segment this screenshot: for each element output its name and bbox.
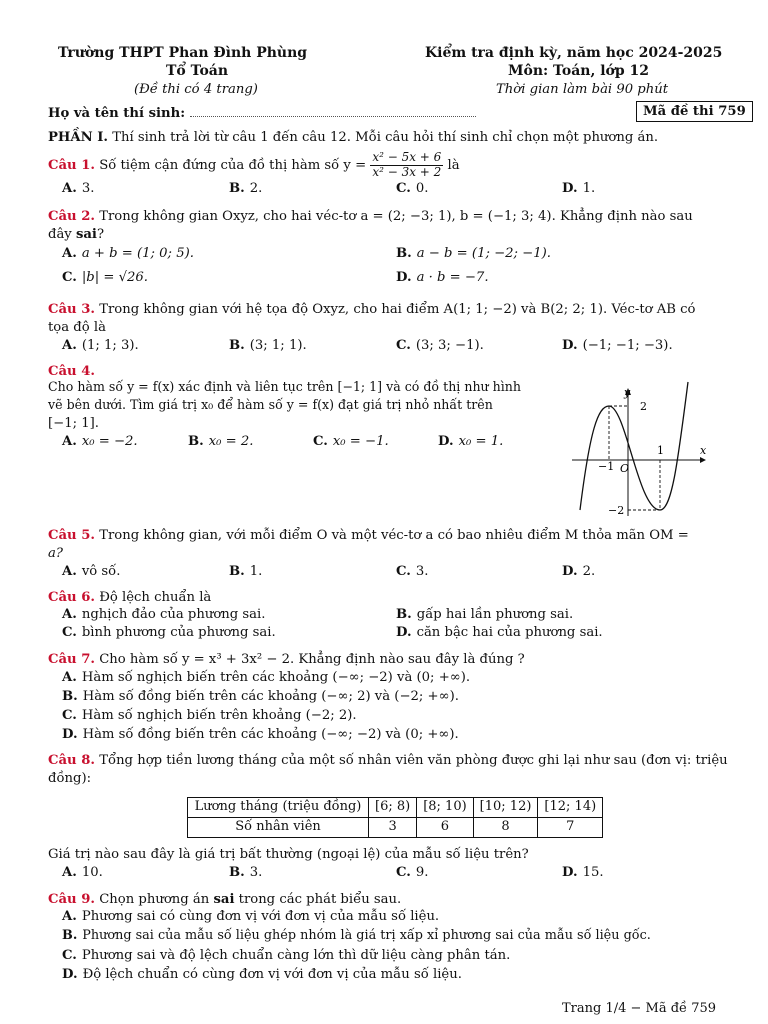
q9-label: Câu 9. (48, 892, 95, 907)
q9-option-d[interactable]: D. Độ lệch chuẩn có cùng đơn vị với đơn vị của mẫu số liệu. (62, 967, 462, 982)
student-name-label (48, 104, 476, 122)
q9-option-a[interactable]: A. Phương sai có cùng đơn vị với đơn vị của mẫu số liệu. (62, 909, 440, 924)
q7-option-b[interactable]: B. Hàm số đồng biến trên các khoảng (−∞; 2) và (−2; +∞). (62, 689, 459, 704)
q7-option-c[interactable]: C. Hàm số nghịch biến trên khoảng (−2; 2). (62, 708, 357, 723)
q6-option-c[interactable]: C. bình phương của phương sai. (62, 625, 276, 640)
tick-label-neg2: −2 (608, 504, 625, 517)
q4-label: Câu 4. (48, 364, 95, 379)
q5-option-c[interactable]: C. 3. (396, 564, 429, 579)
q5-label: Câu 5. (48, 528, 95, 543)
q4-stem-line2: vẽ bên dưới. Tìm giá trị x₀ để hàm số y = f(x) đạt giá trị nhỏ nhất trên (48, 397, 493, 412)
school-name: Trường THPT Phan Đình Phùng (58, 45, 308, 61)
q1-text-after: là (447, 157, 460, 173)
q2-option-c[interactable]: C. |b| = √26. (62, 270, 148, 285)
pages-note: (Đề thi có 4 trang) (134, 82, 258, 97)
part1-text: Thí sinh trả lời từ câu 1 đến câu 12. Mỗi câu hỏi thí sinh chỉ chọn một phương án. (112, 130, 659, 145)
q8-question: Giá trị nào sau đây là giá trị bất thường (ngoại lệ) của mẫu số liệu trên? (48, 847, 529, 862)
q7-stem (48, 651, 525, 668)
q4-option-c[interactable]: C. x₀ = −1. (313, 434, 389, 449)
q2-label: Câu 2. (48, 209, 95, 224)
y-axis-label: y (624, 386, 631, 399)
tick-label-1: 1 (657, 444, 664, 457)
table-cell: 6 (417, 817, 473, 837)
q8-stem-line1 (48, 752, 728, 769)
q5-option-a[interactable]: A. vô số. (62, 564, 121, 579)
origin-label: O (620, 462, 630, 475)
function-curve (580, 382, 688, 510)
q3-stem-line2: tọa độ là (48, 320, 106, 335)
q6-text: Độ lệch chuẩn là (99, 590, 212, 605)
table-cell: [10; 12) (473, 798, 538, 818)
q1-option-a[interactable]: A. 3. (62, 181, 95, 196)
part1-heading: PHẦN I. (48, 130, 109, 145)
q2-line2-prefix: đây (48, 227, 76, 242)
q1-stem (48, 151, 460, 180)
q1-denominator: x² − 3x + 2 (372, 164, 442, 179)
q2-option-b[interactable]: B. a − b = (1; −2; −1). (396, 246, 551, 261)
q4-function-graph (566, 380, 716, 520)
q8-option-a[interactable]: A. 10. (62, 865, 103, 880)
table-cell: Lương tháng (triệu đồng) (188, 798, 369, 818)
q1-text-before: Số tiệm cận đứng của đồ thị hàm số y = (99, 157, 367, 173)
q3-text: Trong không gian với hệ tọa độ Oxyz, cho hai điểm A(1; 1; −2) và B(2; 2; 1). Véc-tơ AB có (99, 302, 696, 317)
q9-keyword-sai: sai (213, 892, 235, 907)
q2-stem-line1 (48, 208, 693, 225)
department-name: Tổ Toán (166, 63, 229, 79)
q1-option-d[interactable]: D. 1. (562, 181, 596, 196)
table-cell: 8 (473, 817, 538, 837)
q8-option-d[interactable]: D. 15. (562, 865, 604, 880)
q9-option-b[interactable]: B. Phương sai của mẫu số liệu ghép nhóm là giá trị xấp xỉ phương sai của mẫu số liệu gốc. (62, 928, 651, 943)
q7-option-d[interactable]: D. Hàm số đồng biến trên các khoảng (−∞; −2) và (0; +∞). (62, 727, 459, 742)
exam-title: Kiểm tra định kỳ, năm học 2024-2025 (425, 45, 723, 61)
tick-label-2: 2 (640, 400, 647, 413)
student-name-blank (190, 104, 476, 117)
table-row (188, 817, 603, 837)
q2-option-a[interactable]: A. a + b = (1; 0; 5). (62, 246, 194, 261)
q9-option-c[interactable]: C. Phương sai và độ lệch chuẩn càng lớn thì dữ liệu càng phân tán. (62, 948, 511, 963)
table-cell: [12; 14) (538, 798, 603, 818)
salary-table (187, 797, 603, 838)
q4-option-d[interactable]: D. x₀ = 1. (438, 434, 504, 449)
table-cell: 7 (538, 817, 603, 837)
q8-stem-line2: đồng): (48, 771, 92, 786)
tick-label-neg1: −1 (598, 460, 615, 473)
q6-option-b[interactable]: B. gấp hai lần phương sai. (396, 607, 574, 622)
table-cell: [6; 8) (369, 798, 417, 818)
x-axis-arrow (700, 457, 706, 463)
q2-option-d[interactable]: D. a · b = −7. (396, 270, 489, 285)
q5-stem-line2: a? (48, 546, 63, 561)
q5-option-d[interactable]: D. 2. (562, 564, 596, 579)
q5-option-b[interactable]: B. 1. (229, 564, 263, 579)
table-cell: 3 (369, 817, 417, 837)
q5-text: Trong không gian, với mỗi điểm O và một véc-tơ a có bao nhiêu điểm M thỏa mãn OM = (99, 528, 689, 543)
q1-numerator: x² − 5x + 6 (372, 150, 442, 164)
q1-option-b[interactable]: B. 2. (229, 181, 263, 196)
q7-label: Câu 7. (48, 652, 95, 667)
q4-option-b[interactable]: B. x₀ = 2. (188, 434, 254, 449)
q1-option-c[interactable]: C. 0. (396, 181, 429, 196)
q2-text: Trong không gian Oxyz, cho hai véc-tơ a = (2; −3; 1), b = (−1; 3; 4). Khẳng định nào sau (99, 209, 693, 224)
part1-instruction (48, 129, 658, 146)
q8-text: Tổng hợp tiền lương tháng của một số nhân viên văn phòng được ghi lại như sau (đơn vị: triệu (99, 753, 728, 768)
subject-label: Môn: Toán, lớp 12 (508, 63, 650, 79)
q4-stem-line3: [−1; 1]. (48, 416, 99, 431)
q8-option-b[interactable]: B. 3. (229, 865, 263, 880)
q8-option-c[interactable]: C. 9. (396, 865, 429, 880)
student-name-text: Họ và tên thí sinh: (48, 106, 186, 121)
q6-stem (48, 589, 211, 606)
q8-label: Câu 8. (48, 753, 95, 768)
q7-text: Cho hàm số y = x³ + 3x² − 2. Khẳng định nào sau đây là đúng ? (99, 652, 525, 667)
q9-text-prefix: Chọn phương án (99, 892, 214, 907)
q5-stem-line1 (48, 527, 689, 544)
q3-option-a[interactable]: A. (1; 1; 3). (62, 338, 139, 353)
q1-label: Câu 1. (48, 157, 95, 173)
q3-option-d[interactable]: D. (−1; −1; −3). (562, 338, 673, 353)
q2-keyword-sai: sai (75, 227, 97, 242)
q1-fraction (370, 151, 443, 180)
q9-stem (48, 891, 401, 908)
time-note: Thời gian làm bài 90 phút (496, 82, 669, 97)
q3-label: Câu 3. (48, 302, 95, 317)
q4-option-a[interactable]: A. x₀ = −2. (62, 434, 138, 449)
q9-text-suffix: trong các phát biểu sau. (234, 892, 402, 907)
q4-stem-line1: Cho hàm số y = f(x) xác định và liên tục trên [−1; 1] và có đồ thị như hình (48, 379, 522, 394)
q6-option-d[interactable]: D. căn bậc hai của phương sai. (396, 625, 603, 640)
q7-option-a[interactable]: A. Hàm số nghịch biến trên các khoảng (−∞; −2) và (0; +∞). (62, 670, 471, 685)
q6-option-a[interactable]: A. nghịch đảo của phương sai. (62, 607, 266, 622)
q3-stem-line1 (48, 301, 696, 318)
x-axis-label: x (700, 444, 707, 457)
table-cell: [8; 10) (417, 798, 473, 818)
q3-option-c[interactable]: C. (3; 3; −1). (396, 338, 484, 353)
table-cell: Số nhân viên (188, 817, 369, 837)
page-footer: Trang 1/4 − Mã đề 759 (562, 1001, 717, 1016)
exam-code-box: Mã đề thi 759 (636, 101, 753, 122)
q3-option-b[interactable]: B. (3; 1; 1). (229, 338, 307, 353)
q6-label: Câu 6. (48, 590, 95, 605)
table-row (188, 798, 603, 818)
q2-line2-suffix: ? (96, 227, 105, 242)
q2-stem-line2 (48, 226, 104, 243)
